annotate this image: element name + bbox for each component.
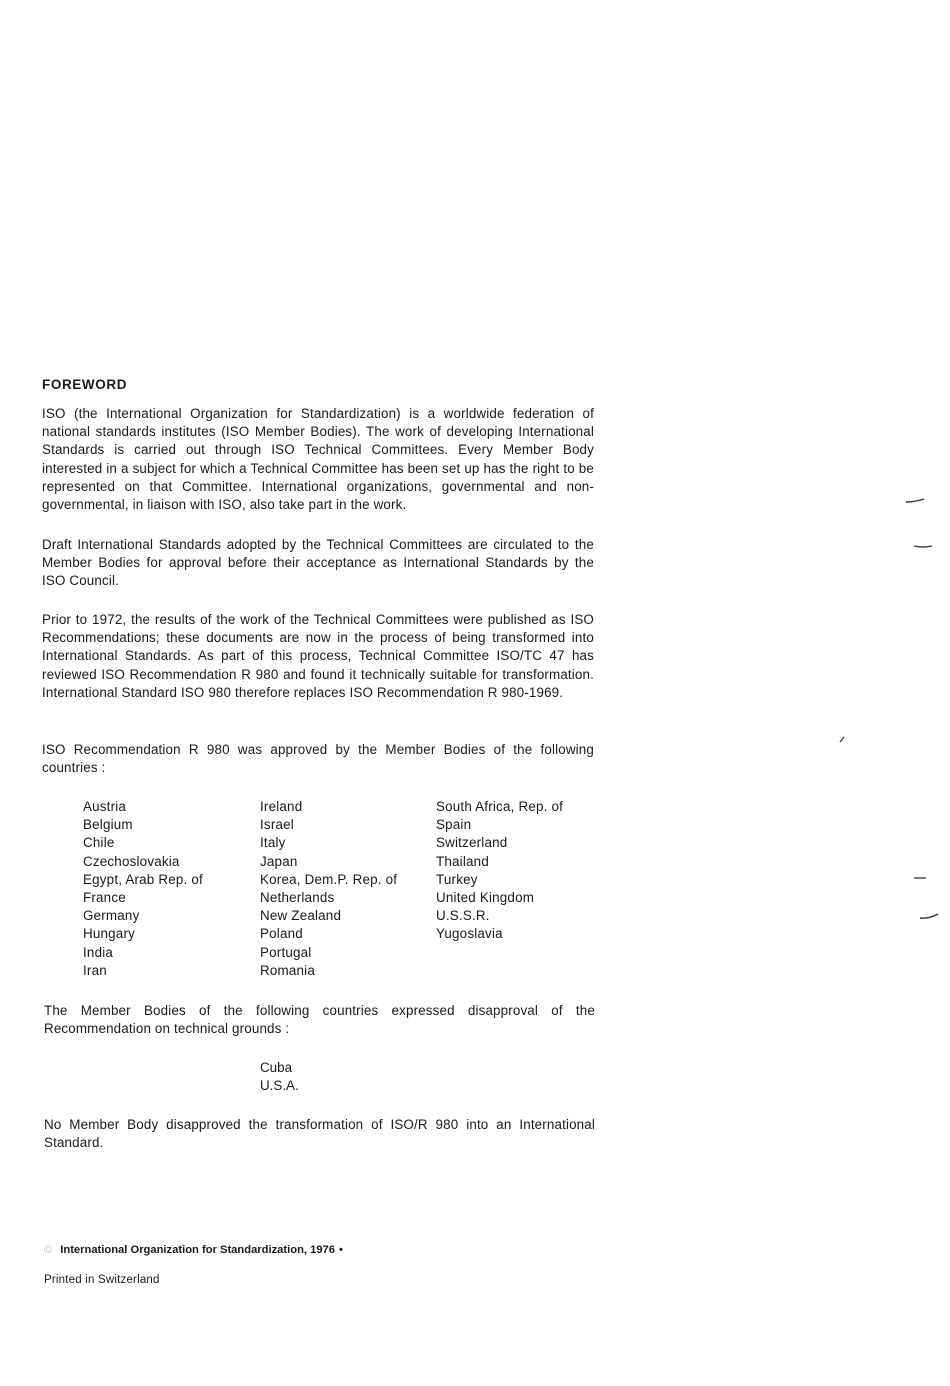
country-item: Japan bbox=[260, 853, 298, 869]
scan-mark bbox=[905, 497, 925, 505]
country-item: Ireland bbox=[260, 799, 303, 814]
paragraph-closing: No Member Body disapproved the transformation of ISO/R 980 into an International Standard. bbox=[44, 1117, 595, 1151]
scan-mark bbox=[919, 911, 939, 921]
country-item: Germany bbox=[83, 908, 140, 924]
bullet-icon: • bbox=[339, 1244, 343, 1256]
paragraph-iso-intro: ISO (the International Organization for Standardization) is a worldwide federation of national standards institutes (ISO Member Bodies). The work of developing International Standards is carried out through ISO Technical Committees. Every Member Body interested in a subject for which a Technical Committee has been set up has the right to be represented on that Committee. International organizations, governmental and non-governmental, in liaison with ISO, also take part in the work. bbox=[42, 406, 594, 513]
paragraph-history: Prior to 1972, the results of the work of the Technical Committees were published as ISO Recommendations; these documents are now in the process of being transformed into International Standards. As part of this process, Technical Committee ISO/TC 47 has reviewed ISO Recommendation R 980 and found it technically suitable for transformation. International Standard ISO 980 therefore replaces ISO Recommendation R 980-1969. bbox=[42, 612, 594, 700]
country-item: Cuba bbox=[260, 1060, 293, 1075]
disapproved-countries-list bbox=[260, 1059, 299, 1095]
country-item: U.S.S.R. bbox=[436, 908, 490, 924]
country-item: Poland bbox=[260, 926, 303, 942]
country-item: New Zealand bbox=[260, 908, 342, 924]
printed-in-text: Printed in Switzerland bbox=[44, 1274, 160, 1286]
country-item: South Africa, Rep. of bbox=[436, 799, 564, 814]
country-item: Czechoslovakia bbox=[83, 853, 180, 869]
scan-mark bbox=[913, 874, 927, 882]
country-item: Belgium bbox=[83, 817, 133, 833]
copyright-text: International Organization for Standardization, 1976 bbox=[60, 1244, 336, 1256]
country-item: Romania bbox=[260, 962, 315, 978]
country-item: France bbox=[83, 890, 126, 906]
country-item: Iran bbox=[83, 962, 107, 978]
country-item: Netherlands bbox=[260, 890, 335, 906]
country-item: United Kingdom bbox=[436, 890, 535, 906]
country-item: Portugal bbox=[260, 944, 312, 960]
country-item: Yugoslavia bbox=[436, 926, 503, 942]
scan-mark bbox=[838, 735, 846, 743]
approved-countries-column-3 bbox=[436, 798, 563, 944]
country-item: Chile bbox=[83, 835, 115, 851]
scan-mark bbox=[913, 542, 933, 550]
country-item: Turkey bbox=[436, 871, 478, 887]
approved-countries-column-1 bbox=[83, 798, 203, 980]
country-item: Switzerland bbox=[436, 835, 508, 851]
country-item: Italy bbox=[260, 835, 286, 851]
country-item: Thailand bbox=[436, 853, 489, 869]
paragraph-approval: ISO Recommendation R 980 was approved by the Member Bodies of the following countries : bbox=[42, 742, 594, 776]
country-item: Egypt, Arab Rep. of bbox=[83, 871, 203, 887]
country-item: U.S.A. bbox=[260, 1078, 299, 1094]
foreword-heading: FOREWORD bbox=[42, 377, 128, 392]
country-item: India bbox=[83, 944, 114, 960]
paragraph-draft-standards: Draft International Standards adopted by the Technical Committees are circulated to the Member Bodies for approval before their acceptance as International Standards by the ISO Council. bbox=[42, 537, 594, 589]
approved-countries-column-2 bbox=[260, 798, 397, 980]
country-item: Israel bbox=[260, 817, 294, 833]
paragraph-disapproval: The Member Bodies of the following countries expressed disapproval of the Recommendation on technical grounds : bbox=[44, 1003, 595, 1037]
copyright-line bbox=[44, 1244, 343, 1256]
country-item: Austria bbox=[83, 799, 127, 814]
country-item: Korea, Dem.P. Rep. of bbox=[260, 871, 398, 887]
copyright-symbol: © bbox=[44, 1244, 53, 1256]
country-item: Spain bbox=[436, 817, 472, 833]
country-item: Hungary bbox=[83, 926, 136, 942]
